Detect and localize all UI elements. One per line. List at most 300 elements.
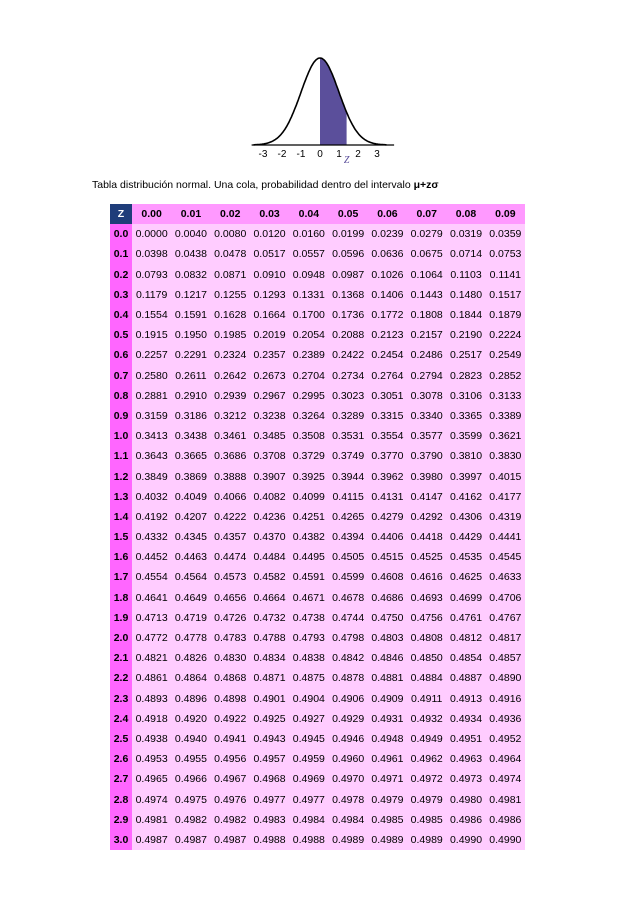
table-cell: 0.4535 bbox=[446, 547, 485, 567]
table-cell: 0.3315 bbox=[368, 406, 407, 426]
table-cell: 0.4968 bbox=[250, 769, 289, 789]
table-cell: 0.4279 bbox=[368, 507, 407, 527]
table-cell: 0.4564 bbox=[171, 567, 210, 587]
table-cell: 0.4984 bbox=[328, 810, 367, 830]
table-cell: 0.1554 bbox=[132, 305, 171, 325]
table-cell: 0.4147 bbox=[407, 487, 446, 507]
table-cell: 0.4394 bbox=[328, 527, 367, 547]
table-row bbox=[110, 769, 525, 789]
table-cell: 0.4975 bbox=[171, 789, 210, 809]
table-cell: 0.4767 bbox=[486, 608, 525, 628]
table-cell: 0.2190 bbox=[446, 325, 485, 345]
table-row bbox=[110, 244, 525, 264]
table-cell: 0.4922 bbox=[211, 709, 250, 729]
table-cell: 0.4990 bbox=[486, 830, 525, 850]
table-cell: 0.4474 bbox=[211, 547, 250, 567]
column-header: 0.06 bbox=[368, 204, 407, 224]
table-cell: 0.4904 bbox=[289, 689, 328, 709]
table-cell: 0.0987 bbox=[328, 265, 367, 285]
row-header: 2.6 bbox=[110, 749, 132, 769]
table-cell: 0.0199 bbox=[328, 224, 367, 244]
table-cell: 0.1664 bbox=[250, 305, 289, 325]
table-cell: 0.4925 bbox=[250, 709, 289, 729]
table-cell: 0.4608 bbox=[368, 567, 407, 587]
table-cell: 0.4896 bbox=[171, 689, 210, 709]
table-cell: 0.4955 bbox=[171, 749, 210, 769]
table-cell: 0.0319 bbox=[446, 224, 485, 244]
row-header: 1.0 bbox=[110, 426, 132, 446]
z-table bbox=[110, 204, 525, 850]
table-cell: 0.3577 bbox=[407, 426, 446, 446]
table-cell: 0.3830 bbox=[486, 446, 525, 466]
table-cell: 0.1985 bbox=[211, 325, 250, 345]
column-header: 0.02 bbox=[211, 204, 250, 224]
axis-tick-label: 0 bbox=[317, 149, 323, 160]
axis-tick-label: 3 bbox=[374, 149, 380, 160]
table-cell: 0.0753 bbox=[486, 244, 525, 264]
table-cell: 0.4981 bbox=[486, 789, 525, 809]
table-row bbox=[110, 325, 525, 345]
column-header: 0.00 bbox=[132, 204, 171, 224]
table-row bbox=[110, 527, 525, 547]
row-header: 1.3 bbox=[110, 487, 132, 507]
table-cell: 0.4956 bbox=[211, 749, 250, 769]
table-cell: 0.2123 bbox=[368, 325, 407, 345]
table-cell: 0.4941 bbox=[211, 729, 250, 749]
table-cell: 0.4821 bbox=[132, 648, 171, 668]
table-cell: 0.4988 bbox=[289, 830, 328, 850]
table-cell: 0.3023 bbox=[328, 386, 367, 406]
table-row bbox=[110, 265, 525, 285]
table-cell: 0.4959 bbox=[289, 749, 328, 769]
table-cell: 0.4927 bbox=[289, 709, 328, 729]
table-cell: 0.1517 bbox=[486, 285, 525, 305]
column-header: 0.08 bbox=[446, 204, 485, 224]
table-cell: 0.4964 bbox=[486, 749, 525, 769]
table-cell: 0.4989 bbox=[368, 830, 407, 850]
table-cell: 0.4441 bbox=[486, 527, 525, 547]
row-header: 0.9 bbox=[110, 406, 132, 426]
table-cell: 0.4979 bbox=[368, 789, 407, 809]
table-cell: 0.3238 bbox=[250, 406, 289, 426]
table-cell: 0.4633 bbox=[486, 567, 525, 587]
table-cell: 0.4983 bbox=[250, 810, 289, 830]
table-cell: 0.2422 bbox=[328, 345, 367, 365]
table-cell: 0.4985 bbox=[368, 810, 407, 830]
table-cell: 0.2939 bbox=[211, 386, 250, 406]
table-cell: 0.4625 bbox=[446, 567, 485, 587]
table-row bbox=[110, 547, 525, 567]
table-cell: 0.4463 bbox=[171, 547, 210, 567]
caption-formula: μ+zσ bbox=[413, 179, 439, 191]
table-cell: 0.0239 bbox=[368, 224, 407, 244]
table-cell: 0.3810 bbox=[446, 446, 485, 466]
table-cell: 0.2580 bbox=[132, 366, 171, 386]
row-header: 1.8 bbox=[110, 588, 132, 608]
table-cell: 0.3980 bbox=[407, 466, 446, 486]
table-cell: 0.2881 bbox=[132, 386, 171, 406]
table-cell: 0.3508 bbox=[289, 426, 328, 446]
table-cell: 0.4976 bbox=[211, 789, 250, 809]
table-cell: 0.4826 bbox=[171, 648, 210, 668]
table-cell: 0.4842 bbox=[328, 648, 367, 668]
table-cell: 0.4591 bbox=[289, 567, 328, 587]
table-cell: 0.4706 bbox=[486, 588, 525, 608]
table-cell: 0.4929 bbox=[328, 709, 367, 729]
table-cell: 0.4554 bbox=[132, 567, 171, 587]
table-cell: 0.3289 bbox=[328, 406, 367, 426]
table-cell: 0.2389 bbox=[289, 345, 328, 365]
table-row bbox=[110, 810, 525, 830]
table-cell: 0.2019 bbox=[250, 325, 289, 345]
table-cell: 0.4977 bbox=[289, 789, 328, 809]
table-cell: 0.4936 bbox=[486, 709, 525, 729]
table-cell: 0.4979 bbox=[407, 789, 446, 809]
table-cell: 0.4812 bbox=[446, 628, 485, 648]
row-header: 2.9 bbox=[110, 810, 132, 830]
table-cell: 0.4898 bbox=[211, 689, 250, 709]
table-cell: 0.0675 bbox=[407, 244, 446, 264]
table-cell: 0.4974 bbox=[132, 789, 171, 809]
table-cell: 0.4989 bbox=[407, 830, 446, 850]
row-header: 0.1 bbox=[110, 244, 132, 264]
table-cell: 0.2704 bbox=[289, 366, 328, 386]
table-cell: 0.4525 bbox=[407, 547, 446, 567]
table-cell: 0.3438 bbox=[171, 426, 210, 446]
table-cell: 0.4699 bbox=[446, 588, 485, 608]
table-cell: 0.2642 bbox=[211, 366, 250, 386]
table-cell: 0.3413 bbox=[132, 426, 171, 446]
row-header: 0.2 bbox=[110, 265, 132, 285]
table-cell: 0.4761 bbox=[446, 608, 485, 628]
table-cell: 0.4949 bbox=[407, 729, 446, 749]
table-cell: 0.3531 bbox=[328, 426, 367, 446]
table-cell: 0.2157 bbox=[407, 325, 446, 345]
table-body bbox=[110, 224, 525, 850]
table-cell: 0.4573 bbox=[211, 567, 250, 587]
table-cell: 0.4207 bbox=[171, 507, 210, 527]
table-cell: 0.4382 bbox=[289, 527, 328, 547]
row-header: 1.5 bbox=[110, 527, 132, 547]
table-cell: 0.1879 bbox=[486, 305, 525, 325]
table-cell: 0.2088 bbox=[328, 325, 367, 345]
table-cell: 0.4940 bbox=[171, 729, 210, 749]
row-header: 2.1 bbox=[110, 648, 132, 668]
table-cell: 0.0793 bbox=[132, 265, 171, 285]
axis-tick-label: -1 bbox=[296, 149, 306, 160]
table-cell: 0.4893 bbox=[132, 689, 171, 709]
table-cell: 0.4788 bbox=[250, 628, 289, 648]
table-cell: 0.4875 bbox=[289, 668, 328, 688]
table-cell: 0.0714 bbox=[446, 244, 485, 264]
table-cell: 0.2357 bbox=[250, 345, 289, 365]
table-cell: 0.4817 bbox=[486, 628, 525, 648]
column-header: 0.04 bbox=[289, 204, 328, 224]
row-header: 0.6 bbox=[110, 345, 132, 365]
table-cell: 0.2673 bbox=[250, 366, 289, 386]
row-header: 3.0 bbox=[110, 830, 132, 850]
table-cell: 0.3133 bbox=[486, 386, 525, 406]
table-cell: 0.4772 bbox=[132, 628, 171, 648]
table-cell: 0.4953 bbox=[132, 749, 171, 769]
table-cell: 0.0517 bbox=[250, 244, 289, 264]
table-cell: 0.4656 bbox=[211, 588, 250, 608]
row-header: 0.3 bbox=[110, 285, 132, 305]
table-cell: 0.4864 bbox=[171, 668, 210, 688]
table-cell: 0.4838 bbox=[289, 648, 328, 668]
row-header: 1.7 bbox=[110, 567, 132, 587]
table-row bbox=[110, 729, 525, 749]
table-cell: 0.4962 bbox=[407, 749, 446, 769]
table-cell: 0.4971 bbox=[368, 769, 407, 789]
table-cell: 0.3849 bbox=[132, 466, 171, 486]
table-cell: 0.4943 bbox=[250, 729, 289, 749]
table-cell: 0.4890 bbox=[486, 668, 525, 688]
table-cell: 0.4932 bbox=[407, 709, 446, 729]
table-row bbox=[110, 830, 525, 850]
table-cell: 0.1443 bbox=[407, 285, 446, 305]
table-cell: 0.4973 bbox=[446, 769, 485, 789]
table-cell: 0.2454 bbox=[368, 345, 407, 365]
table-cell: 0.4834 bbox=[250, 648, 289, 668]
table-row bbox=[110, 648, 525, 668]
table-row bbox=[110, 466, 525, 486]
table-cell: 0.3907 bbox=[250, 466, 289, 486]
table-row bbox=[110, 689, 525, 709]
column-header: 0.05 bbox=[328, 204, 367, 224]
table-cell: 0.4292 bbox=[407, 507, 446, 527]
table-row bbox=[110, 487, 525, 507]
table-cell: 0.2054 bbox=[289, 325, 328, 345]
normal-curve-figure bbox=[230, 48, 405, 168]
table-cell: 0.4982 bbox=[211, 810, 250, 830]
table-cell: 0.4981 bbox=[132, 810, 171, 830]
table-row bbox=[110, 305, 525, 325]
axis-tick-label: 1 bbox=[336, 149, 342, 160]
row-header: 2.4 bbox=[110, 709, 132, 729]
table-cell: 0.1103 bbox=[446, 265, 485, 285]
table-cell: 0.4265 bbox=[328, 507, 367, 527]
table-cell: 0.4641 bbox=[132, 588, 171, 608]
table-cell: 0.4909 bbox=[368, 689, 407, 709]
table-cell: 0.4452 bbox=[132, 547, 171, 567]
row-header: 1.1 bbox=[110, 446, 132, 466]
table-cell: 0.3485 bbox=[250, 426, 289, 446]
z-corner-header: Z bbox=[110, 204, 132, 224]
table-cell: 0.4972 bbox=[407, 769, 446, 789]
table-cell: 0.4987 bbox=[211, 830, 250, 850]
table-cell: 0.4177 bbox=[486, 487, 525, 507]
table-cell: 0.3997 bbox=[446, 466, 485, 486]
table-cell: 0.3461 bbox=[211, 426, 250, 446]
table-cell: 0.2224 bbox=[486, 325, 525, 345]
table-cell: 0.3389 bbox=[486, 406, 525, 426]
table-cell: 0.1628 bbox=[211, 305, 250, 325]
table-row bbox=[110, 628, 525, 648]
table-cell: 0.1808 bbox=[407, 305, 446, 325]
table-cell: 0.1368 bbox=[328, 285, 367, 305]
table-cell: 0.4946 bbox=[328, 729, 367, 749]
table-cell: 0.1591 bbox=[171, 305, 210, 325]
table-row bbox=[110, 224, 525, 244]
table-cell: 0.2823 bbox=[446, 366, 485, 386]
table-cell: 0.3599 bbox=[446, 426, 485, 446]
table-cell: 0.3869 bbox=[171, 466, 210, 486]
table-cell: 0.4515 bbox=[368, 547, 407, 567]
row-header: 1.9 bbox=[110, 608, 132, 628]
table-cell: 0.4495 bbox=[289, 547, 328, 567]
table-cell: 0.4664 bbox=[250, 588, 289, 608]
table-cell: 0.3340 bbox=[407, 406, 446, 426]
row-header: 0.7 bbox=[110, 366, 132, 386]
table-cell: 0.4131 bbox=[368, 487, 407, 507]
table-cell: 0.1293 bbox=[250, 285, 289, 305]
table-cell: 0.4916 bbox=[486, 689, 525, 709]
table-cell: 0.2852 bbox=[486, 366, 525, 386]
table-cell: 0.4974 bbox=[486, 769, 525, 789]
table-cell: 0.4966 bbox=[171, 769, 210, 789]
table-cell: 0.2517 bbox=[446, 345, 485, 365]
row-header: 2.8 bbox=[110, 789, 132, 809]
column-header: 0.01 bbox=[171, 204, 210, 224]
axis-tick-label: -3 bbox=[258, 149, 268, 160]
table-cell: 0.4345 bbox=[171, 527, 210, 547]
table-cell: 0.0000 bbox=[132, 224, 171, 244]
table-cell: 0.4418 bbox=[407, 527, 446, 547]
table-cell: 0.4693 bbox=[407, 588, 446, 608]
table-row bbox=[110, 366, 525, 386]
table-cell: 0.1026 bbox=[368, 265, 407, 285]
table-cell: 0.0120 bbox=[250, 224, 289, 244]
table-cell: 0.1331 bbox=[289, 285, 328, 305]
table-cell: 0.3365 bbox=[446, 406, 485, 426]
table-cell: 0.0359 bbox=[486, 224, 525, 244]
table-cell: 0.4778 bbox=[171, 628, 210, 648]
table-cell: 0.2291 bbox=[171, 345, 210, 365]
table-cell: 0.4357 bbox=[211, 527, 250, 547]
table-cell: 0.4985 bbox=[407, 810, 446, 830]
column-header: 0.03 bbox=[250, 204, 289, 224]
table-cell: 0.4726 bbox=[211, 608, 250, 628]
table-caption bbox=[92, 179, 439, 191]
table-cell: 0.4744 bbox=[328, 608, 367, 628]
table-row bbox=[110, 446, 525, 466]
table-cell: 0.4969 bbox=[289, 769, 328, 789]
table-cell: 0.1179 bbox=[132, 285, 171, 305]
table-cell: 0.1064 bbox=[407, 265, 446, 285]
table-cell: 0.4952 bbox=[486, 729, 525, 749]
table-cell: 0.4505 bbox=[328, 547, 367, 567]
table-cell: 0.4980 bbox=[446, 789, 485, 809]
row-header: 0.8 bbox=[110, 386, 132, 406]
table-cell: 0.0080 bbox=[211, 224, 250, 244]
table-cell: 0.2764 bbox=[368, 366, 407, 386]
table-cell: 0.4967 bbox=[211, 769, 250, 789]
table-cell: 0.3944 bbox=[328, 466, 367, 486]
table-cell: 0.4545 bbox=[486, 547, 525, 567]
table-cell: 0.0557 bbox=[289, 244, 328, 264]
table-cell: 0.4965 bbox=[132, 769, 171, 789]
table-cell: 0.4884 bbox=[407, 668, 446, 688]
table-row bbox=[110, 668, 525, 688]
table-cell: 0.4332 bbox=[132, 527, 171, 547]
table-cell: 0.0040 bbox=[171, 224, 210, 244]
table-cell: 0.1217 bbox=[171, 285, 210, 305]
table-cell: 0.4861 bbox=[132, 668, 171, 688]
table-cell: 0.4978 bbox=[328, 789, 367, 809]
table-cell: 0.4306 bbox=[446, 507, 485, 527]
table-cell: 0.4911 bbox=[407, 689, 446, 709]
table-cell: 0.3554 bbox=[368, 426, 407, 446]
row-header: 2.2 bbox=[110, 668, 132, 688]
table-row bbox=[110, 749, 525, 769]
table-cell: 0.1406 bbox=[368, 285, 407, 305]
table-cell: 0.4236 bbox=[250, 507, 289, 527]
table-cell: 0.4082 bbox=[250, 487, 289, 507]
table-cell: 0.4803 bbox=[368, 628, 407, 648]
table-cell: 0.4850 bbox=[407, 648, 446, 668]
table-cell: 0.3888 bbox=[211, 466, 250, 486]
table-row bbox=[110, 426, 525, 446]
table-cell: 0.4987 bbox=[132, 830, 171, 850]
table-cell: 0.3643 bbox=[132, 446, 171, 466]
table-cell: 0.2967 bbox=[250, 386, 289, 406]
table-cell: 0.4015 bbox=[486, 466, 525, 486]
axis-tick-label: 2 bbox=[355, 149, 361, 160]
table-cell: 0.4370 bbox=[250, 527, 289, 547]
table-cell: 0.1915 bbox=[132, 325, 171, 345]
table-cell: 0.4934 bbox=[446, 709, 485, 729]
table-cell: 0.4951 bbox=[446, 729, 485, 749]
table-cell: 0.4948 bbox=[368, 729, 407, 749]
table-cell: 0.4783 bbox=[211, 628, 250, 648]
table-cell: 0.2995 bbox=[289, 386, 328, 406]
table-cell: 0.4738 bbox=[289, 608, 328, 628]
table-cell: 0.2324 bbox=[211, 345, 250, 365]
table-cell: 0.4830 bbox=[211, 648, 250, 668]
table-cell: 0.3159 bbox=[132, 406, 171, 426]
table-cell: 0.4990 bbox=[446, 830, 485, 850]
table-cell: 0.4049 bbox=[171, 487, 210, 507]
table-row bbox=[110, 345, 525, 365]
table-cell: 0.4686 bbox=[368, 588, 407, 608]
table-cell: 0.2910 bbox=[171, 386, 210, 406]
table-cell: 0.4582 bbox=[250, 567, 289, 587]
table-cell: 0.2734 bbox=[328, 366, 367, 386]
table-cell: 0.4251 bbox=[289, 507, 328, 527]
table-cell: 0.4987 bbox=[171, 830, 210, 850]
table-cell: 0.3212 bbox=[211, 406, 250, 426]
row-header: 2.0 bbox=[110, 628, 132, 648]
table-cell: 0.3708 bbox=[250, 446, 289, 466]
table-cell: 0.4599 bbox=[328, 567, 367, 587]
table-cell: 0.4719 bbox=[171, 608, 210, 628]
table-cell: 0.4846 bbox=[368, 648, 407, 668]
table-cell: 0.3078 bbox=[407, 386, 446, 406]
table-cell: 0.4756 bbox=[407, 608, 446, 628]
caption-text: Tabla distribución normal. Una cola, probabilidad dentro del intervalo bbox=[92, 179, 414, 191]
table-cell: 0.4938 bbox=[132, 729, 171, 749]
table-cell: 0.4901 bbox=[250, 689, 289, 709]
table-cell: 0.4881 bbox=[368, 668, 407, 688]
table-row bbox=[110, 789, 525, 809]
table-cell: 0.4671 bbox=[289, 588, 328, 608]
table-cell: 0.4961 bbox=[368, 749, 407, 769]
table-cell: 0.4977 bbox=[250, 789, 289, 809]
table-cell: 0.4988 bbox=[250, 830, 289, 850]
row-header: 1.4 bbox=[110, 507, 132, 527]
table-cell: 0.4616 bbox=[407, 567, 446, 587]
